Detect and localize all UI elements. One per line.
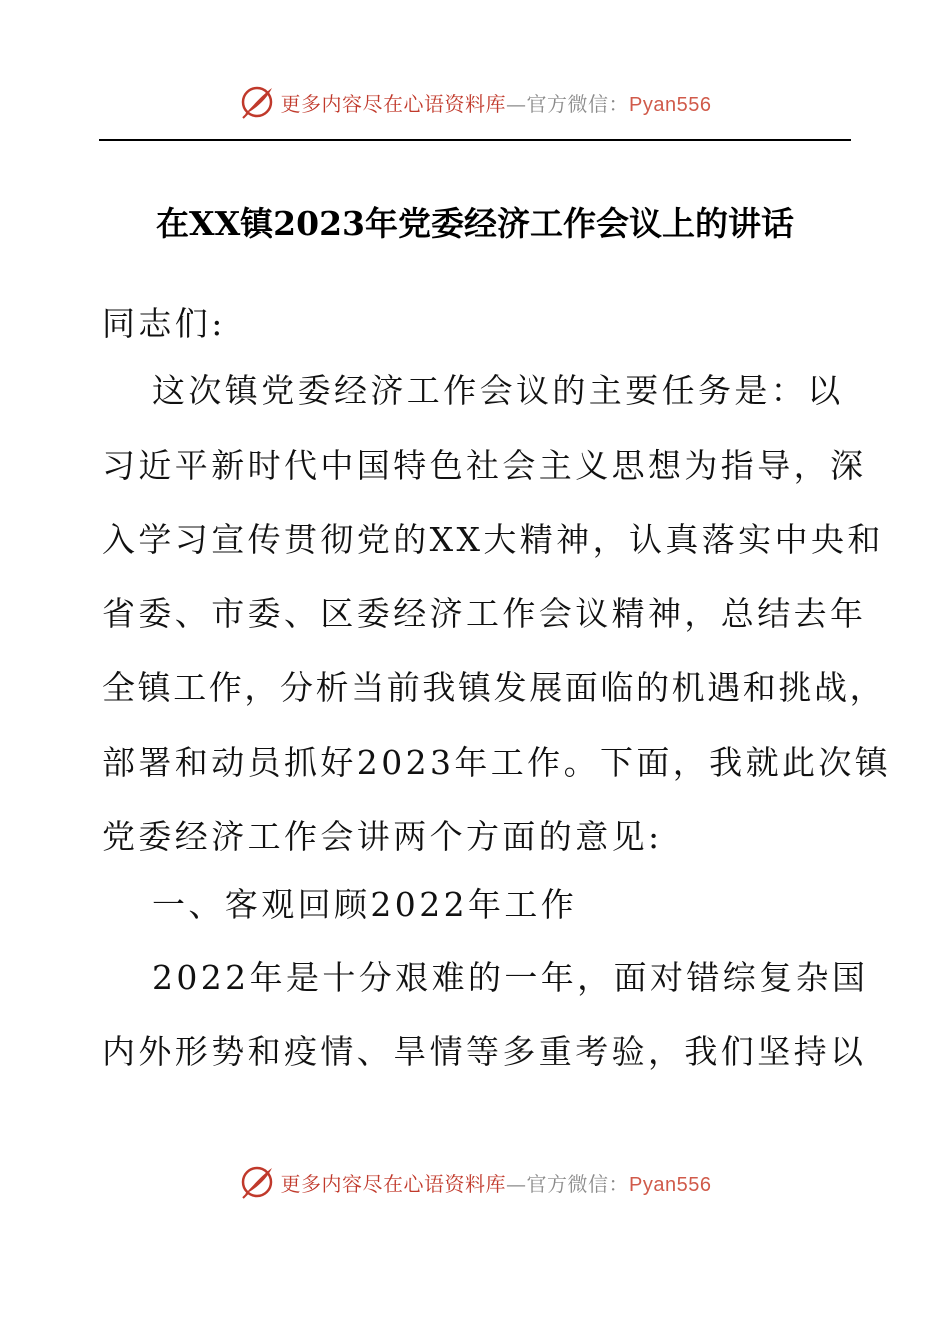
paragraph-line: 习近平新时代中国特色社会主义思想为指导，深 bbox=[102, 446, 867, 485]
paragraph-line: 内外形势和疫情、旱情等多重考验，我们坚持以 bbox=[102, 1032, 867, 1071]
banner-text bbox=[281, 88, 712, 117]
document-title: 在XX镇2023年党委经济工作会议上的讲话 bbox=[155, 204, 795, 243]
wechat-id: Pyan556 bbox=[629, 1173, 712, 1196]
banner-separator: — bbox=[506, 1171, 527, 1196]
header-banner bbox=[0, 80, 950, 124]
paragraph-line: 这次镇党委经济工作会议的主要任务是：以 bbox=[152, 371, 844, 410]
header-rule bbox=[99, 139, 851, 141]
paragraph-line: 党委经济工作会讲两个方面的意见: bbox=[102, 817, 663, 856]
wechat-id: Pyan556 bbox=[629, 93, 712, 116]
salutation: 同志们: bbox=[102, 304, 226, 343]
banner-separator: — bbox=[506, 91, 527, 116]
wechat-label: 官方微信： bbox=[526, 1171, 630, 1196]
banner-text bbox=[281, 1168, 712, 1197]
paragraph-line: 2022年是十分艰难的一年，面对错综复杂国 bbox=[152, 958, 869, 997]
wechat-label: 官方微信： bbox=[526, 91, 630, 116]
paragraph-line: 省委、市委、区委经济工作会议精神，总结去年 bbox=[102, 594, 867, 633]
site-name: 更多内容尽在心语资料库 bbox=[280, 1171, 507, 1196]
quill-logo-icon bbox=[239, 84, 275, 120]
section-heading: 一、客观回顾2022年工作 bbox=[152, 885, 578, 924]
site-name: 更多内容尽在心语资料库 bbox=[280, 91, 507, 116]
paragraph-line: 入学习宣传贯彻党的XX大精神，认真落实中央和 bbox=[102, 520, 884, 559]
footer-banner bbox=[0, 1160, 950, 1204]
quill-logo-icon bbox=[239, 1164, 275, 1200]
paragraph-line: 全镇工作，分析当前我镇发展面临的机遇和挑战， bbox=[102, 668, 886, 707]
paragraph-line: 部署和动员抓好2023年工作。下面，我就此次镇 bbox=[102, 743, 892, 782]
